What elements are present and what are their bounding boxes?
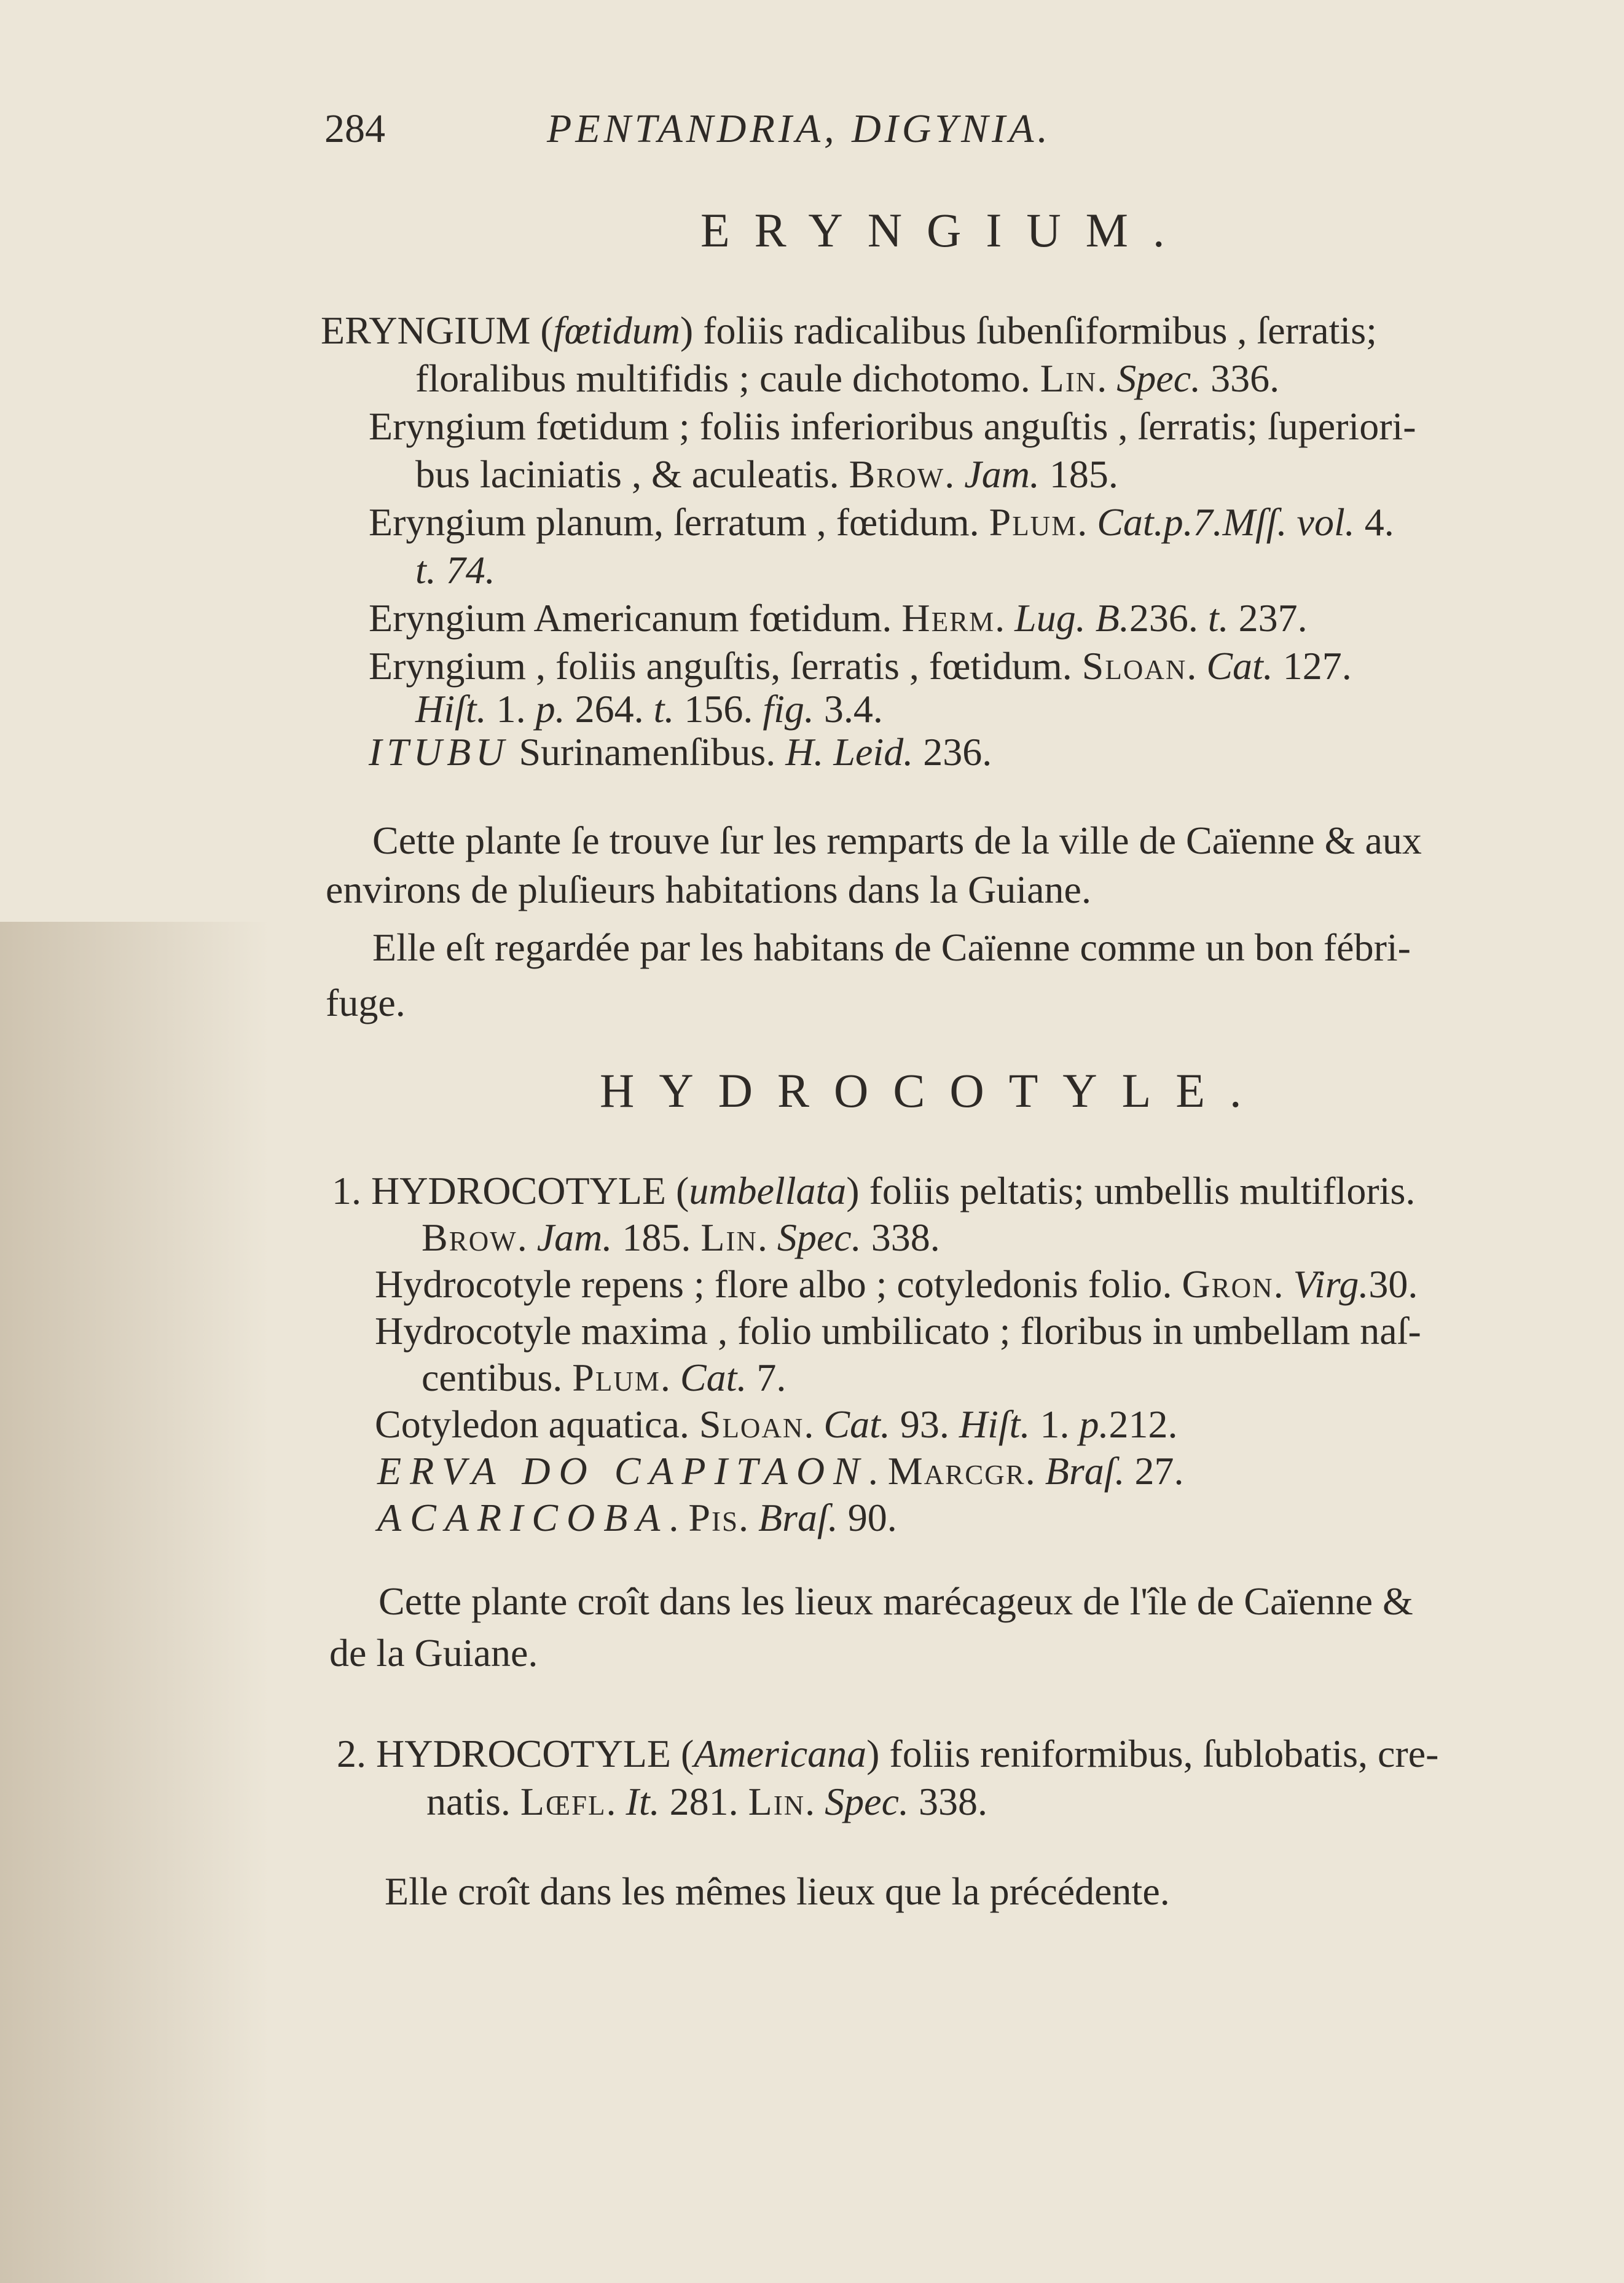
eryngium-line-3: Eryngium fœtidum ; foliis inferioribus anguſtis , ſerratis; ſuperiori- [369, 404, 1416, 448]
section-title-eryngium: ERYNGIUM. [700, 203, 1190, 257]
eryngium-paragraph-1-line-1: Cette plante ſe trouve ſur les remparts de la ville de Caïenne & aux [372, 819, 1422, 862]
eryngium-paragraph-2-line-2: fuge. [326, 981, 406, 1024]
eryngium-line-8: Eryngium , foliis anguſtis, ſerratis , fœtidum. Sloan. Cat. 127. [369, 644, 1352, 688]
hydrocotyle-paragraph-3-line-2: de la Guiane. [329, 1631, 538, 1675]
hydrocotyle-1-line-5: centibus. Plum. Cat. 7. [422, 1356, 787, 1399]
hydrocotyle-paragraph-4: Elle croît dans les mêmes lieux que la précédente. [385, 1869, 1170, 1913]
eryngium-line-6: t. 74. [415, 548, 495, 592]
eryngium-line-4: bus laciniatis , & aculeatis. Brow. Jam. 185. [415, 452, 1118, 496]
hydrocotyle-1-line-3: Hydrocotyle repens ; flore albo ; cotyledonis folio. Gron. Virg.30. [375, 1262, 1418, 1306]
section-title-hydrocotyle: HYDROCOTYLE. [600, 1064, 1266, 1117]
running-title: PENTANDRIA, DIGYNIA. [547, 106, 1051, 151]
eryngium-line-5: Eryngium planum, ſerratum , fœtidum. Plum. Cat.p.7.Mſſ. vol. 4. [369, 500, 1394, 544]
hydrocotyle-2-line-1: 2. HYDROCOTYLE (Americana) foliis reniformibus, ſublobatis, cre- [337, 1732, 1439, 1775]
hydrocotyle-1-line-4: Hydrocotyle maxima , folio umbilicato ; floribus in umbellam naſ- [375, 1309, 1421, 1353]
eryngium-line-1: ERYNGIUM (fœtidum) foliis radicalibus ſubenſiformibus , ſerratis; [321, 308, 1377, 352]
hydrocotyle-2-line-2: natis. Lœfl. It. 281. Lin. Spec. 338. [426, 1780, 987, 1823]
hydrocotyle-1-line-7: ERVA DO CAPITAON. Marcgr. Braſ. 27. [377, 1449, 1184, 1493]
hydrocotyle-1-line-2: Brow. Jam. 185. Lin. Spec. 338. [422, 1216, 940, 1259]
hydrocotyle-1-line-1: 1. HYDROCOTYLE (umbellata) foliis peltatis; umbellis multifloris. [332, 1169, 1416, 1212]
eryngium-line-10: ITUBU Surinamenſibus. H. Leid. 236. [369, 730, 992, 774]
eryngium-line-2: floralibus multifidis ; caule dichotomo. Lin. Spec. 336. [415, 356, 1280, 400]
eryngium-paragraph-2-line-1: Elle eſt regardée par les habitans de Caïenne comme un bon fébri- [372, 925, 1411, 969]
page-number: 284 [324, 106, 385, 151]
eryngium-line-7: Eryngium Americanum fœtidum. Herm. Lug. B.236. t. 237. [369, 596, 1308, 640]
eryngium-line-9: Hiſt. 1. p. 264. t. 156. fig. 3.4. [415, 687, 883, 731]
hydrocotyle-1-line-6: Cotyledon aquatica. Sloan. Cat. 93. Hiſt. 1. p.212. [375, 1402, 1178, 1446]
eryngium-paragraph-1-line-2: environs de pluſieurs habitations dans la Guiane. [326, 868, 1091, 911]
hydrocotyle-paragraph-3-line-1: Cette plante croît dans les lieux marécageux de l'île de Caïenne & [379, 1579, 1413, 1623]
hydrocotyle-1-line-8: ACARICOBA. Pis. Braſ. 90. [377, 1496, 897, 1539]
